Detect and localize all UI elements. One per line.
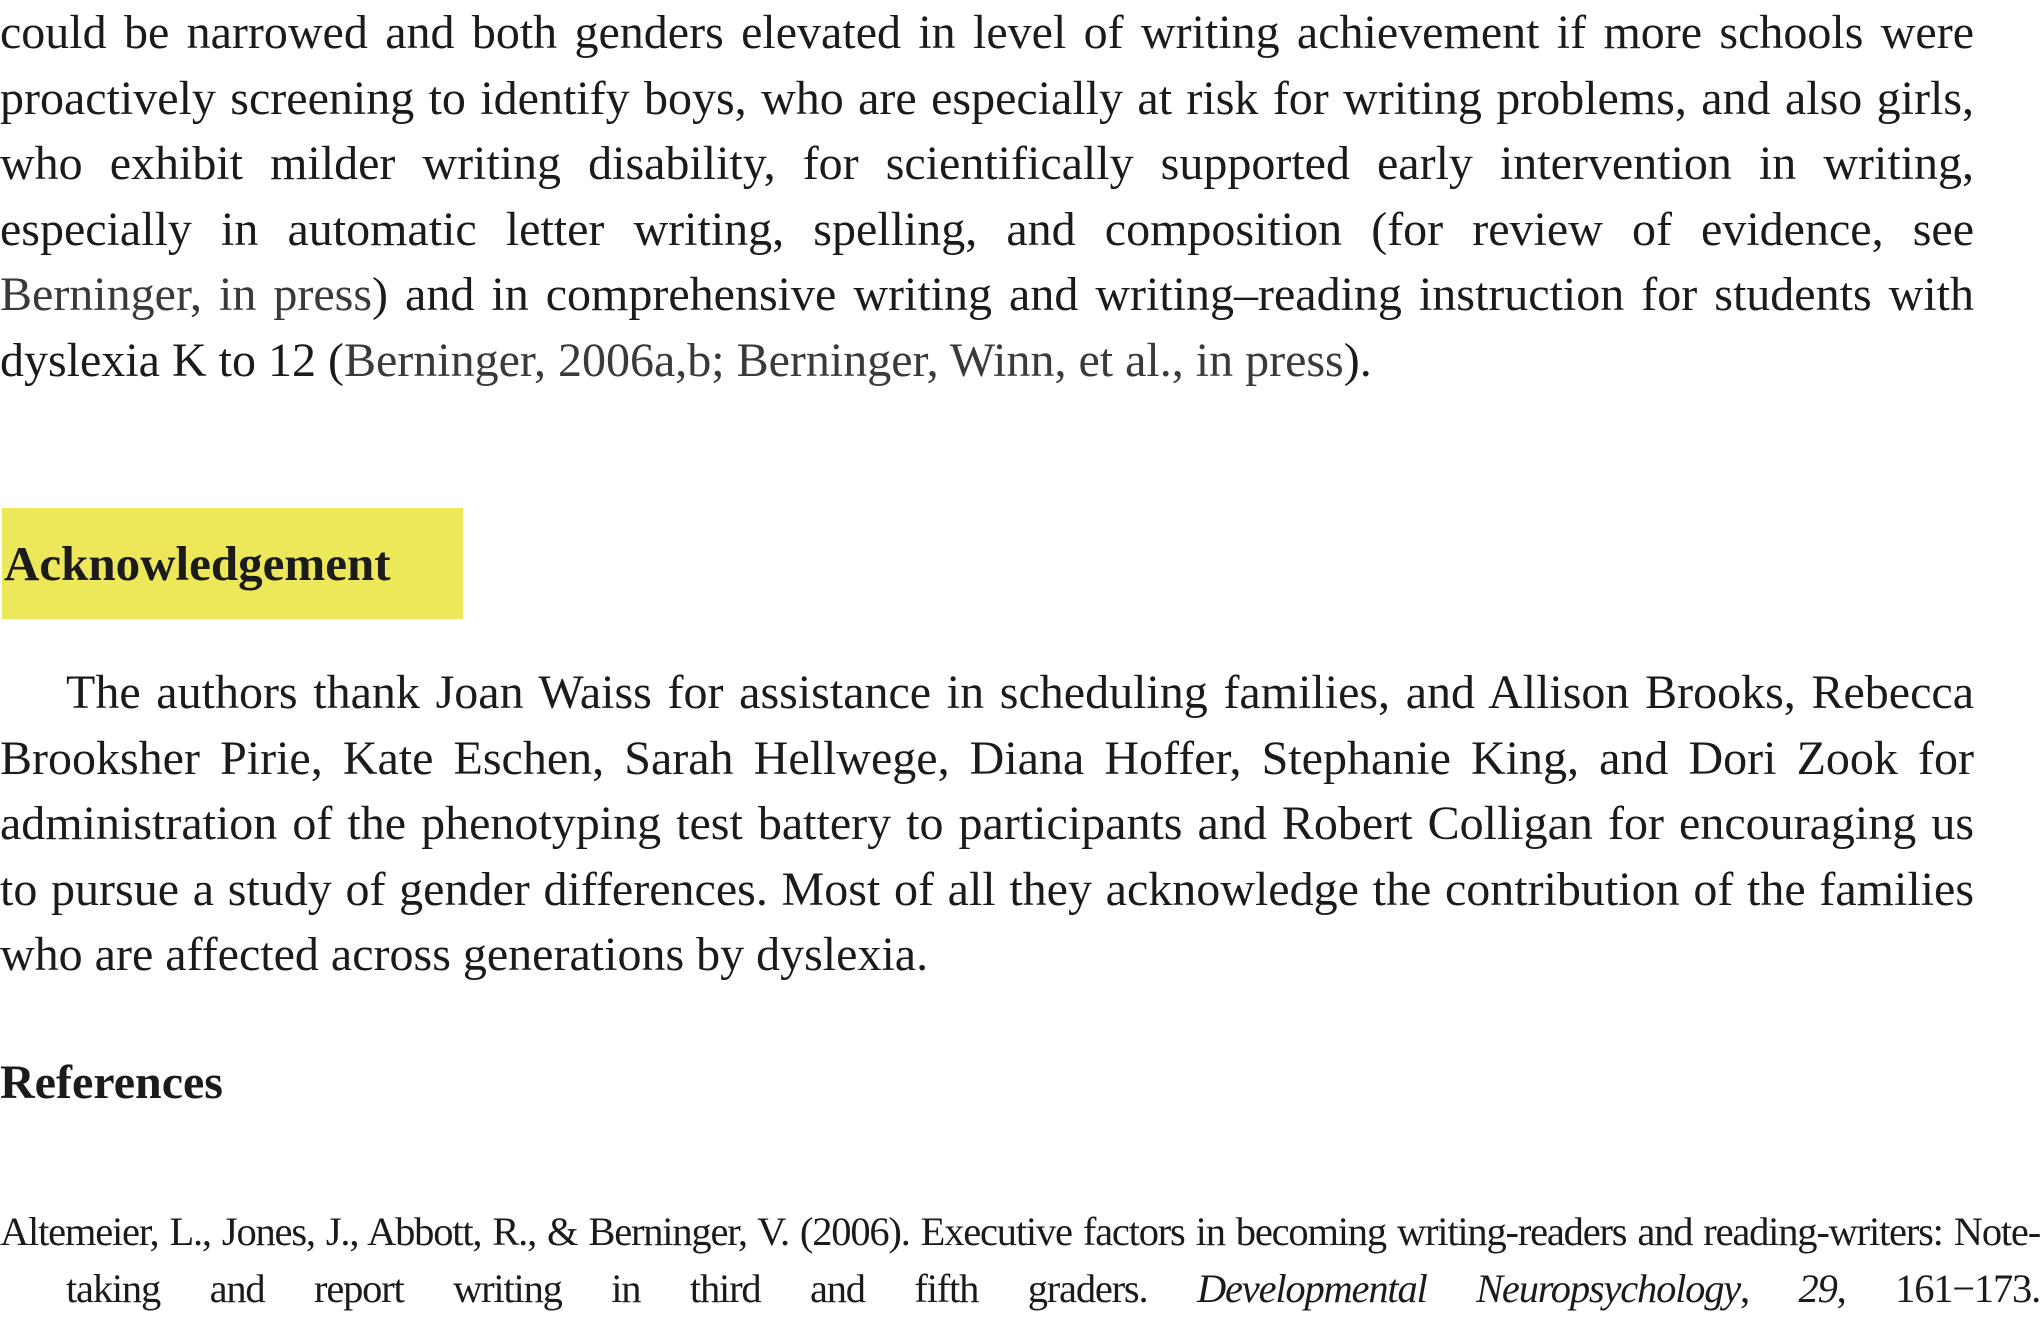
references-heading: References [0, 1056, 223, 1109]
reference-authors-title: Altemeier, L., Jones, J., Abbott, R., & Berninger, V. (2006). Executive factors in becoming writing-readers and reading-writers: Note-taking and report writing in third and fifth graders. [0, 1209, 2040, 1311]
reference-volume: 29 [1798, 1266, 1837, 1311]
reference-separator: , [1740, 1266, 1799, 1311]
acknowledgement-paragraph: The authors thank Joan Waiss for assistance in scheduling families, and Allison Brooks, Rebecca Brooksher Pirie, Kate Eschen, Sarah Hellwege, Diana Hoffer, Stephanie King, and Dori Zook for administration of the phenotyping test battery to participants and Robert Colligan for encouraging us to pursue a study of gender differences. Most of all they acknowledge the contribution of the families who are affected across generations by dyslexia. [0, 666, 1974, 981]
paragraph-text: ). [1343, 333, 1372, 387]
paragraph-text: ) and in comprehensive writing and writing–reading instruction for students with dyslexia K to 12 ( [0, 268, 1974, 387]
citation-link[interactable]: Berninger, 2006a,b; Berninger, Winn, et al., in press [343, 333, 1344, 387]
body-paragraph [0, 0, 1974, 393]
reference-pages: , 161−173. [1836, 1266, 2040, 1311]
paragraph-text: could be narrowed and both genders elevated in level of writing achievement if more schools were proactively screening to identify boys, who are especially at risk for writing problems, and also girls, who exhibit milder writing disability, for scientifically supported early intervention in writing, especially in automatic letter writing, spelling, and composition (for review of evidence, see [0, 6, 1974, 256]
reference-entry[interactable] [0, 1203, 2040, 1317]
citation-link[interactable]: Berninger, in press [0, 268, 373, 321]
acknowledgement-heading: Acknowledgement [2, 508, 463, 619]
reference-journal: Developmental Neuropsychology [1196, 1266, 1741, 1311]
